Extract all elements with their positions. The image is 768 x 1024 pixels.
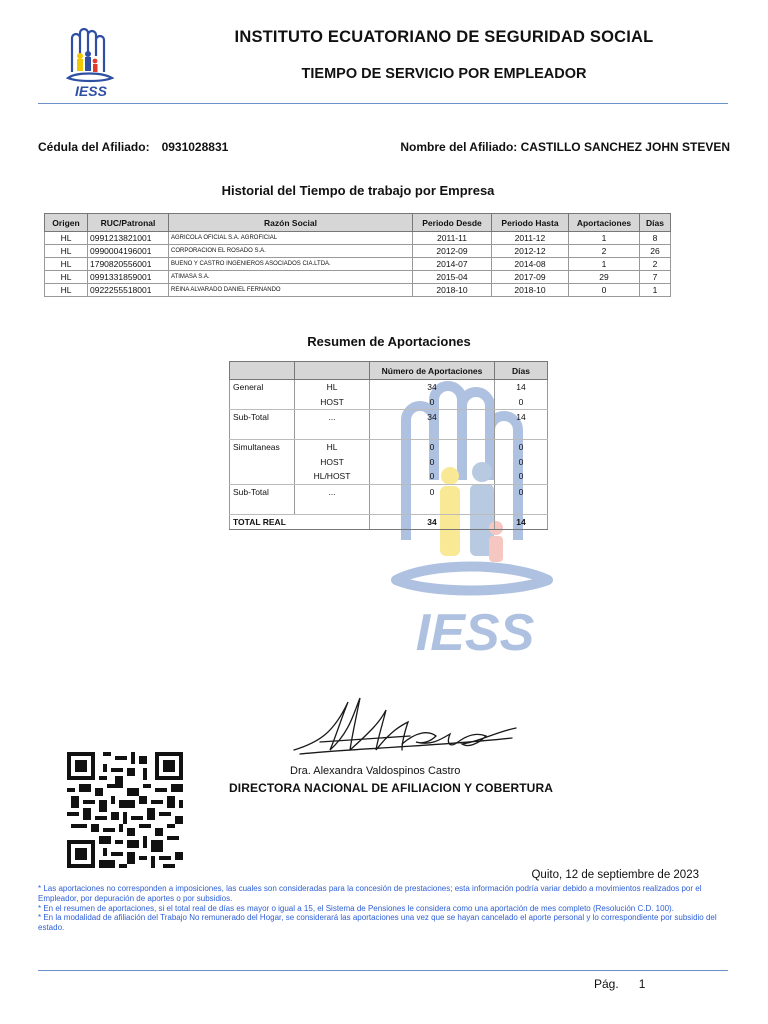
cell-aportaciones: 29 [569,271,640,284]
table-row [45,271,671,284]
table-row [45,232,671,245]
table-row [230,469,548,484]
page-label: Pág. [594,977,619,991]
col-hasta: Periodo Hasta [492,214,569,232]
iess-logo-text: IESS [75,83,107,99]
footnotes [38,884,730,933]
historial-table [44,213,671,297]
subtotal2-dias: 0 [495,484,548,499]
nombre-label: Nombre del Afiliado: [400,140,518,154]
document-date: Quito, 12 de septiembre de 2023 [531,869,699,881]
subtotal1-aportaciones: 34 [370,410,495,425]
cell-aportaciones: 1 [569,258,640,271]
footnote: * Las aportaciones no corresponden a imposiciones, las cuales son consideradas para la concesión de prestaciones; esta información podría variar debido a movimientos realizados por el Empleador, por depuración de aportes o por subsidios. [38,884,702,903]
signer-name: Dra. Alexandra Valdospinos Castro [290,765,461,777]
cell-ruc: 0991331859001 [88,271,169,284]
cell-ruc: 1790820556001 [88,258,169,271]
sim-hlhost-aportaciones: 0 [370,469,495,484]
cell-ruc: 0922255518001 [88,284,169,297]
qr-code [67,752,183,868]
watermark-text: IESS [415,604,535,660]
cell-razon-social: AGRICOLA OFICIAL S.A. AGROFICIAL [169,232,413,245]
subtotal-label: Sub-Total [230,410,295,425]
cell-desde: 2011-11 [413,232,492,245]
cell-origen: HL [45,271,88,284]
footnote: * En el resumen de aportaciones, si el total real de días es mayor o igual a 15, el Sistema de Pensiones le considera como una aportación de mes completo (Resolución C.D. 100). [38,903,674,913]
cell-desde: 2015-04 [413,271,492,284]
general-hl-dias: 14 [495,380,548,395]
cedula-field [38,140,228,154]
total-aportaciones: 34 [370,514,495,530]
cell-hasta: 2018-10 [492,284,569,297]
total-dias: 14 [495,514,548,530]
cell-dias: 1 [640,284,671,297]
col-aportaciones: Aportaciones [569,214,640,232]
sim-host-aportaciones: 0 [370,455,495,470]
sim-hl-aportaciones: 0 [370,440,495,455]
institution-title: INSTITUTO ECUATORIANO DE SEGURIDAD SOCIAL [234,28,654,46]
table-row [230,455,548,470]
cell-razon-social: REINA ALVARADO DANIEL FERNANDO [169,284,413,297]
col-desde: Periodo Desde [413,214,492,232]
signer-position: DIRECTORA NACIONAL DE AFILIACION Y COBERTURA [229,781,553,795]
cell-desde: 2018-10 [413,284,492,297]
table-row [230,410,548,425]
footnote: * En la modalidad de afiliación del Trabajo No remunerado del Hogar, se considerará las aportaciones una vez que se hayan cancelado el aporte personal y lo correspondiente por subsidio del estado. [38,913,717,932]
general-label: General [230,380,295,395]
cell-aportaciones: 2 [569,245,640,258]
spacer-row [230,425,548,440]
cell-razon-social: ATIMASA S.A. [169,271,413,284]
historial-header-row [45,214,671,232]
sim-hl-dias: 0 [495,440,548,455]
handwritten-signature [290,692,520,762]
cell-dias: 2 [640,258,671,271]
subtotal-sub: ... [295,484,370,499]
col-razon-social: Razón Social [169,214,413,232]
cell-dias: 8 [640,232,671,245]
table-row [230,440,548,455]
simultaneas-label: Simultaneas [230,440,295,455]
nombre-value: CASTILLO SANCHEZ JOHN STEVEN [520,140,730,154]
spacer-row [230,499,548,514]
cell-desde: 2014-07 [413,258,492,271]
cedula-value: 0931028831 [161,140,229,154]
document-title: TIEMPO DE SERVICIO POR EMPLEADOR [301,66,587,82]
table-row [45,245,671,258]
cell-aportaciones: 1 [569,232,640,245]
subtotal2-aportaciones: 0 [370,484,495,499]
cell-hasta: 2014-08 [492,258,569,271]
col-ruc: RUC/Patronal [88,214,169,232]
cell-origen: HL [45,232,88,245]
cell-hasta: 2017-09 [492,271,569,284]
subtotal1-dias: 14 [495,410,548,425]
page-number-value: 1 [638,977,646,991]
cell-razon-social: BUENO Y CASTRO INGENIEROS ASOCIADOS CIA.LTDA. [169,258,413,271]
table-row [45,258,671,271]
cell-razon-social: CORPORACION EL ROSADO S.A. [169,245,413,258]
page-number [594,977,645,991]
general-hl-aportaciones: 34 [370,380,495,395]
footer-divider [38,970,728,971]
nombre-field [400,140,730,154]
table-row [230,484,548,499]
historial-title: Historial del Tiempo de trabajo por Empresa [221,183,495,198]
sim-host-dias: 0 [495,455,548,470]
total-real-label: TOTAL REAL [230,514,370,530]
cell-dias: 26 [640,245,671,258]
host-label: HOST [295,455,370,470]
iess-logo [62,26,120,100]
general-host-dias: 0 [495,395,548,410]
hl-host-label: HL/HOST [295,469,370,484]
cell-dias: 7 [640,271,671,284]
hl-label: HL [295,440,370,455]
col-origen: Origen [45,214,88,232]
general-host-aportaciones: 0 [370,395,495,410]
cell-hasta: 2011-12 [492,232,569,245]
cedula-label: Cédula del Afiliado: [38,140,150,154]
resumen-header-row [230,362,548,380]
hl-label: HL [295,380,370,395]
cell-origen: HL [45,258,88,271]
host-label: HOST [295,395,370,410]
cell-origen: HL [45,284,88,297]
cell-ruc: 0991213821001 [88,232,169,245]
cell-origen: HL [45,245,88,258]
cell-desde: 2012-09 [413,245,492,258]
resumen-table [229,361,548,530]
col-numero-aportaciones: Número de Aportaciones [370,362,495,380]
table-row [230,395,548,410]
sim-hlhost-dias: 0 [495,469,548,484]
subtotal-sub: ... [295,410,370,425]
resumen-title: Resumen de Aportaciones [307,334,471,349]
table-row [45,284,671,297]
col-dias: Días [495,362,548,380]
table-row [230,514,548,530]
table-row [230,380,548,395]
col-dias: Días [640,214,671,232]
cell-hasta: 2012-12 [492,245,569,258]
cell-aportaciones: 0 [569,284,640,297]
subtotal-label: Sub-Total [230,484,295,499]
cell-ruc: 0990004196001 [88,245,169,258]
header-divider [38,103,728,104]
